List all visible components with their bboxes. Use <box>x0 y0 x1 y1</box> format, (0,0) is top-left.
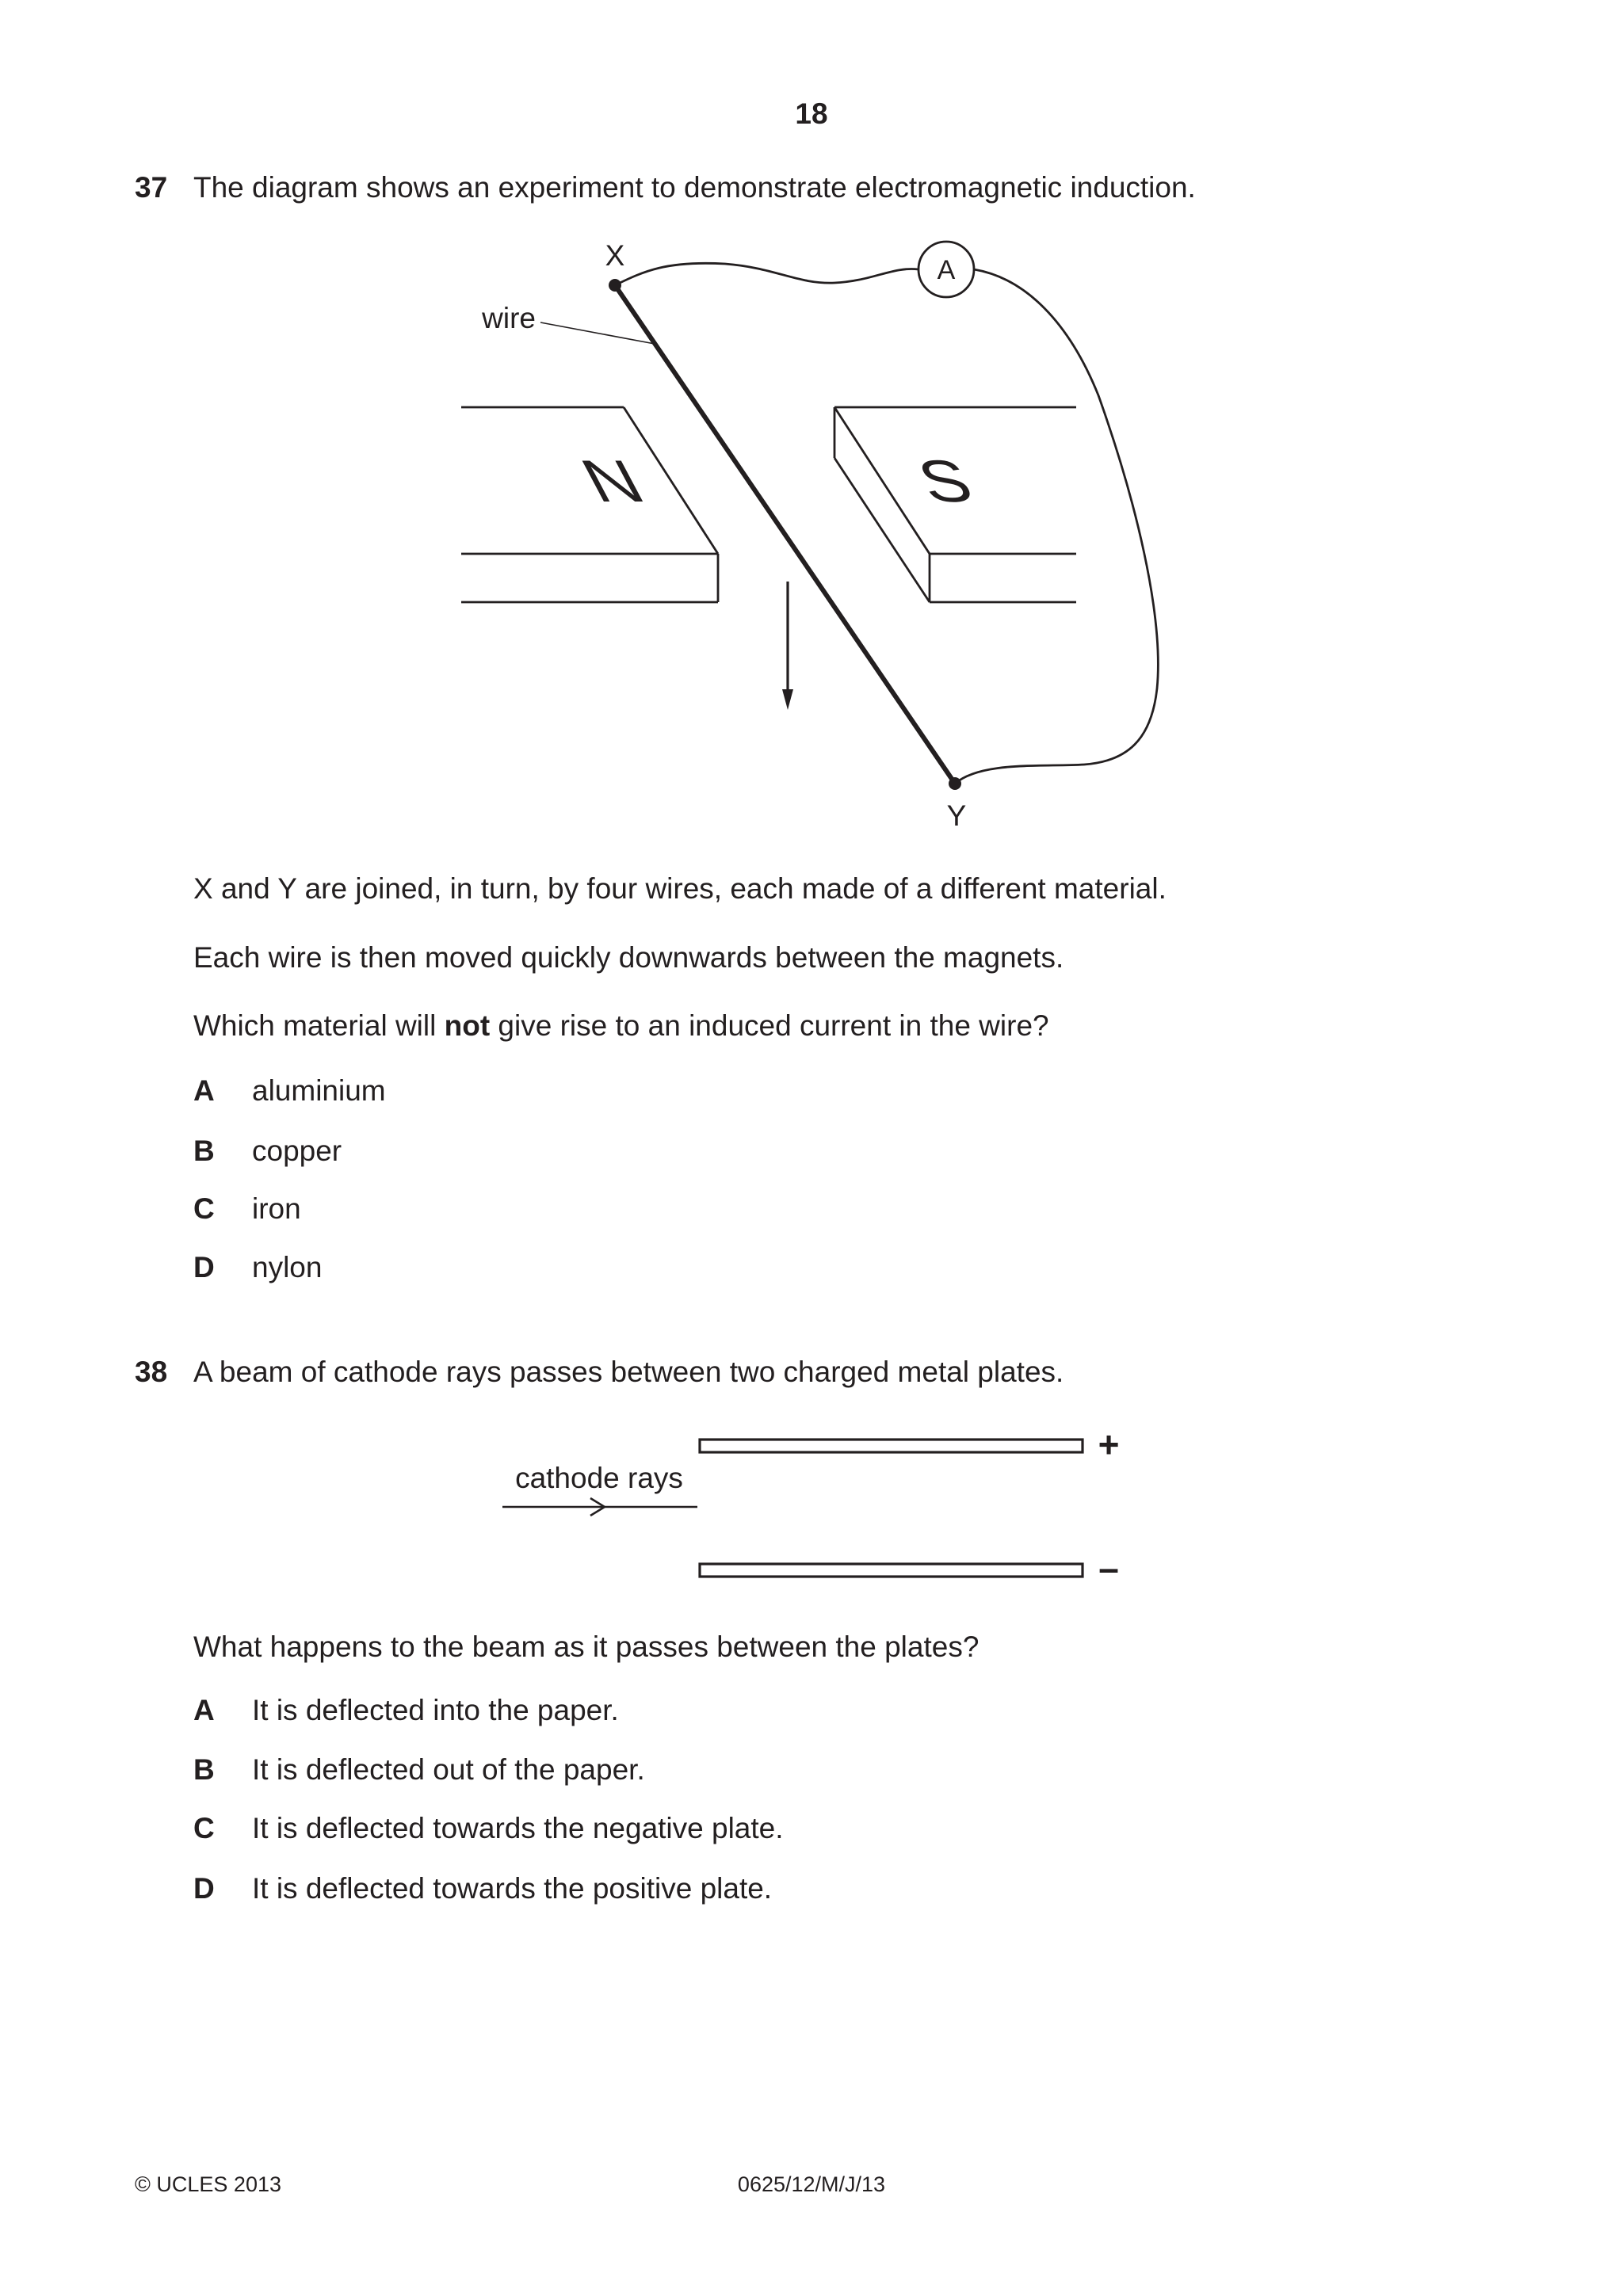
terminal-x <box>609 279 621 292</box>
option-text: It is deflected towards the positive plate. <box>252 1872 773 1905</box>
option-text: It is deflected into the paper. <box>252 1694 619 1726</box>
question-prompt <box>193 1009 1049 1043</box>
footer-copyright: © UCLES 2013 <box>135 2172 281 2196</box>
prompt-text: Which material will <box>193 1009 445 1042</box>
option-letter: B <box>193 1135 215 1167</box>
north-magnet <box>461 407 718 602</box>
option-letter: D <box>193 1872 215 1905</box>
question-number: 37 <box>135 171 168 204</box>
question-stem: The diagram shows an experiment to demonstrate electromagnetic induction. <box>193 171 1196 204</box>
induction-diagram <box>444 230 1189 856</box>
paragraph: X and Y are joined, in turn, by four wires, each made of a different material. <box>193 872 1167 905</box>
positive-plate <box>700 1440 1083 1452</box>
option-text: It is deflected out of the paper. <box>252 1753 645 1786</box>
option-letter: A <box>193 1074 215 1107</box>
ammeter-label: A <box>937 255 956 285</box>
wire-label-leader <box>540 322 655 344</box>
beam-arrow-icon <box>502 1498 697 1516</box>
wire-label: wire <box>482 302 536 334</box>
option-letter: A <box>193 1694 215 1726</box>
option-letter: B <box>193 1753 215 1786</box>
option-text: nylon <box>252 1251 323 1283</box>
lead-ammeter-to-y <box>955 269 1158 784</box>
paragraph: Each wire is then moved quickly downwards between the magnets. <box>193 941 1064 974</box>
beam-label: cathode rays <box>515 1462 683 1494</box>
option-text: copper <box>252 1135 342 1167</box>
footer-paper-code: 0625/12/M/J/13 <box>737 2172 886 2196</box>
positive-sign: + <box>1098 1424 1120 1465</box>
question-number: 38 <box>135 1356 168 1388</box>
terminal-x-label: X <box>605 239 625 272</box>
option-letter: C <box>193 1812 215 1844</box>
terminal-y-label: Y <box>946 799 967 832</box>
downward-arrow-icon <box>782 582 793 710</box>
prompt-text: give rise to an induced current in the wire? <box>490 1009 1049 1042</box>
question-prompt: What happens to the beam as it passes between the plates? <box>193 1630 980 1663</box>
prompt-emphasis: not <box>444 1009 491 1042</box>
page-number: 18 <box>795 97 828 130</box>
terminal-y <box>949 777 961 790</box>
option-text: iron <box>252 1192 301 1225</box>
lead-x-to-ammeter <box>615 263 918 285</box>
question-stem: A beam of cathode rays passes between two charged metal plates. <box>193 1356 1064 1388</box>
negative-plate <box>700 1564 1083 1577</box>
option-text: It is deflected towards the negative plate. <box>252 1812 784 1844</box>
option-text: aluminium <box>252 1074 386 1107</box>
option-letter: D <box>193 1251 215 1283</box>
cathode-ray-diagram <box>475 1418 1157 1600</box>
option-letter: C <box>193 1192 215 1225</box>
negative-sign: – <box>1098 1547 1119 1589</box>
north-pole-label: N <box>570 448 655 515</box>
south-pole-label: S <box>908 448 982 515</box>
test-wire <box>615 285 955 784</box>
